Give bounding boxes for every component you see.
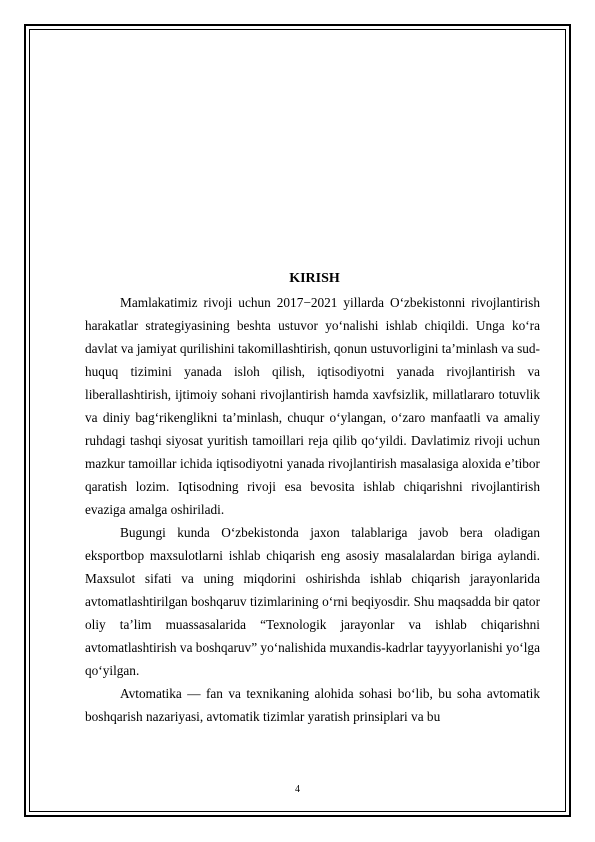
page-number: 4: [295, 784, 300, 795]
paragraph-3: Avtomatika — fan va texnikaning alohida sohasi bo‘lib, bu soha avtomatik boshqarish nazariyasi, avtomatik tizimlar yaratish prinsiplari va bu: [85, 686, 540, 724]
paragraph-2: Bugungi kunda O‘zbekistonda jaxon talablariga javob bera oladigan eksportbop maxsulotlarni ishlab chiqarish eng asosiy masalalardan biriga aylandi. Maxsulot sifati va uning miqdorini oshirishda ishlab chiqarish jarayonlarida avtomatlashtirilgan boshqaruv tizimlarining o‘rni beqiyosdir. Shu maqsadda bir qator oliy ta’lim muassasalarida “Texnologik jarayonlar va ishlab chiqarishni avtomatlashtirish va boshqaruv” yo‘nalishida muxandis-kadrlar tayyyorlanishi yo‘lga qo‘yilgan.: [85, 525, 540, 678]
document-body: [85, 270, 540, 728]
paragraph-1: Mamlakatimiz rivoji uchun 2017−2021 yillarda O‘zbekistonni rivojlantirish harakatlar strategiyasining beshta ustuvor yo‘nalishi ishlab chiqildi. Unga ko‘ra davlat va jamiyat qurilishini takomillashtirish, qonun ustuvorligini ta’minlash va sud-huquq tizimini yanada isloh qilish, iqtisodiyotni yanada rivojlantirish va liberallashtirish, ijtimoiy sohani rivojlantirish hamda xavfsizlik, millatlararo totuvlik va diniy bag‘rikenglikni ta’minlash, chuqur o‘ylangan, o‘zaro manfaatli va amaliy ruhdagi tashqi siyosat yuritish tamoillari reja qilib qo‘yildi. Davlatimiz rivoji uchun mazkur tamoillar ichida iqtisodiyotni yanada rivojlantirish masalasiga aloxida e’tibor qaratish lozim. Iqtisodning rivoji esa bevosita ishlab chiqarishni rivojlantirish evaziga amalga oshiriladi.: [85, 295, 540, 517]
section-heading: KIRISH: [289, 271, 340, 286]
